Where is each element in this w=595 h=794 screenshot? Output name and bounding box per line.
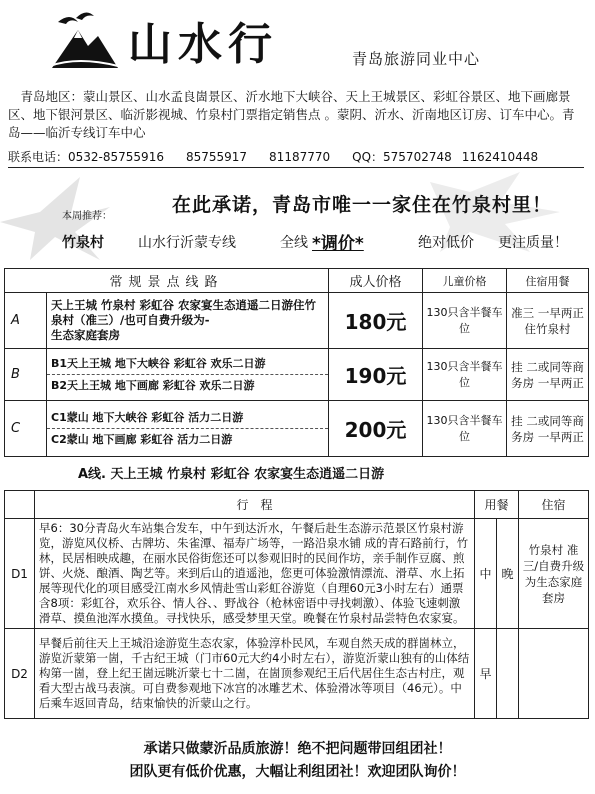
route-line: 生态家庭套房 xyxy=(51,328,120,342)
phone-1: 0532-85755916 xyxy=(68,150,164,164)
meal-empty xyxy=(497,629,519,719)
quality-text: 更注质量！ xyxy=(498,235,568,251)
header-itinerary: 行 程 xyxy=(35,491,475,519)
header-meals: 用餐 xyxy=(475,491,519,519)
recommend-label: 本周推荐： xyxy=(62,211,112,222)
route-line: C2蒙山 地下画廊 彩虹谷 活力二日游 xyxy=(47,428,328,447)
table-row xyxy=(5,401,589,457)
intro-text: 青岛地区：蒙山景区、山水孟良崮景区、沂水地下大峡谷、天上王城景区、彩虹谷景区、地下画廊景区、地下银河景区、临沂影视城、竹泉村门票指定销售点 。蒙阴、沂水、沂南地区订房、订车中心。青岛——临沂专线订车中心 xyxy=(8,89,575,140)
day-label: D2 xyxy=(5,629,35,719)
village-name: 竹泉村 xyxy=(62,235,104,251)
adult-price: 200元 xyxy=(329,401,423,457)
day-description: 早餐后前往天上王城沿途游览生态农家，体验淳朴民风，车观自然天成的群崮林立，游览沂蒙第一崮，千古纪王城（门市60元大约4小时左右），游览沂蒙山独有的山体结构第一崮，登上纪王崮远眺沂蒙七十二崮，在崮顶参观纪王后代居住生态古村庄，观看大型古战马表演。可自费参观地下冰宫的冰雕艺术、体验滑冰等项目（46元）。中后乘车返回青岛，结束愉快的沂蒙山之行。 xyxy=(35,629,475,719)
route-desc xyxy=(47,401,329,457)
qq-1: 575702748 xyxy=(383,150,452,164)
table-row xyxy=(5,519,589,629)
qq-label: QQ： xyxy=(352,150,384,164)
table-row xyxy=(5,349,589,401)
adult-price: 190元 xyxy=(329,349,423,401)
brand-subtitle: 青岛旅游同业中心 xyxy=(352,50,481,68)
brand-name: 山水行 xyxy=(128,19,278,70)
header-adult-price: 成人价格 xyxy=(329,269,423,293)
footer-line-1: 承诺只做蒙沂品质旅游！绝不把问题带回组团社！ xyxy=(143,741,452,757)
itinerary-header-row xyxy=(5,491,589,519)
qq-2: 1162410448 xyxy=(461,150,539,164)
route-letter: A xyxy=(5,293,47,349)
lodging-meal: 挂 二或同等商务房 一早两正 xyxy=(507,401,589,457)
route-desc xyxy=(47,349,329,401)
meal-dinner: 晚 xyxy=(497,519,519,629)
phone-2: 85755917 xyxy=(185,150,248,164)
child-price: 130只含半餐车位 xyxy=(423,293,507,349)
child-price: 130只含半餐车位 xyxy=(423,401,507,457)
price-prefix: 全线 xyxy=(280,235,308,251)
phone-3: 81187770 xyxy=(269,150,331,164)
header-lodging: 住宿用餐 xyxy=(507,269,589,293)
header-child-price: 儿童价格 xyxy=(423,269,507,293)
route-letter: C xyxy=(5,401,47,457)
contact-line xyxy=(8,148,584,168)
day-header-blank xyxy=(5,491,35,519)
meal-breakfast: 早 xyxy=(475,629,497,719)
route-letter: B xyxy=(5,349,47,401)
lodging-info: 竹泉村 准三/自费升级为生态家庭套房 xyxy=(519,519,589,629)
lodging-info xyxy=(519,629,589,719)
route-a-title: A线. 天上王城 竹泉村 彩虹谷 农家宴生态逍遥二日游 xyxy=(78,467,385,482)
routes-table xyxy=(4,268,589,457)
route-line: 天上王城 竹泉村 彩虹谷 农家宴生态逍遥二日游住竹泉村（准三）/也可自费升级为- xyxy=(51,298,317,327)
header-routes: 常规景点线路 xyxy=(5,269,329,293)
child-price: 130只含半餐车位 xyxy=(423,349,507,401)
meal-lunch: 中 xyxy=(475,519,497,629)
low-price-text: 绝对低价 xyxy=(418,235,474,251)
day-description: 早6：30分青岛火车站集合发车，中午到达沂水，午餐后赴生态游示范景区竹泉村游览，游览风仪桥、古牌坊、朱雀潭、福寿广场等，一路沿泉水铺 成的青石路前行，竹林，民居相映成趣，在丽水民俗街您还可以参观旧时的民间作坊，亲手制作豆腐、煎饼、火烧、酿酒、陶艺等。来到后山的逍遥池，您更可体验激情漂流、滑草、水上拓展等现代化的项目感受江南水乡风情赴雪山彩虹谷游览（自理60元3小时左右）通票含8项：彩虹谷，欢乐谷、情人谷、、野战谷（枪林密语中寻找刺激）、体验飞速刺激滑草、摸鱼池浑水摸鱼。寻找快乐，感受梦里天堂。晚餐在竹泉村品尝特色农家宴。 xyxy=(35,519,475,629)
lodging-meal: 挂 二或同等商务房 一早两正 xyxy=(507,349,589,401)
lodging-meal: 准三 一早两正 住竹泉村 xyxy=(507,293,589,349)
route-desc xyxy=(47,293,329,349)
footer-line-2: 团队更有低价优惠，大幅让利组团社！欢迎团队询价！ xyxy=(129,764,466,780)
header-lodging: 住宿 xyxy=(519,491,589,519)
promo-route-line: 山水行沂蒙专线 xyxy=(138,235,236,251)
header xyxy=(0,0,595,86)
table-row xyxy=(5,629,589,719)
day-label: D1 xyxy=(5,519,35,629)
phone-label: 联系电话： xyxy=(8,150,69,164)
table-row xyxy=(5,293,589,349)
mountain-swallow-logo xyxy=(48,8,120,70)
adult-price: 180元 xyxy=(329,293,423,349)
price-note: *调价* xyxy=(312,234,364,254)
itinerary-table xyxy=(4,490,589,719)
route-line: B1天上王城 地下大峡谷 彩虹谷 欢乐二日游 xyxy=(51,357,266,370)
footer xyxy=(0,738,595,784)
route-line: C1蒙山 地下大峡谷 彩虹谷 活力二日游 xyxy=(51,411,244,424)
promo-headline: 在此承诺，青岛市唯一一家住在竹泉村里！ xyxy=(172,194,553,216)
route-line: B2天上王城 地下画廊 彩虹谷 欢乐二日游 xyxy=(47,374,328,393)
routes-header-row xyxy=(5,269,589,293)
